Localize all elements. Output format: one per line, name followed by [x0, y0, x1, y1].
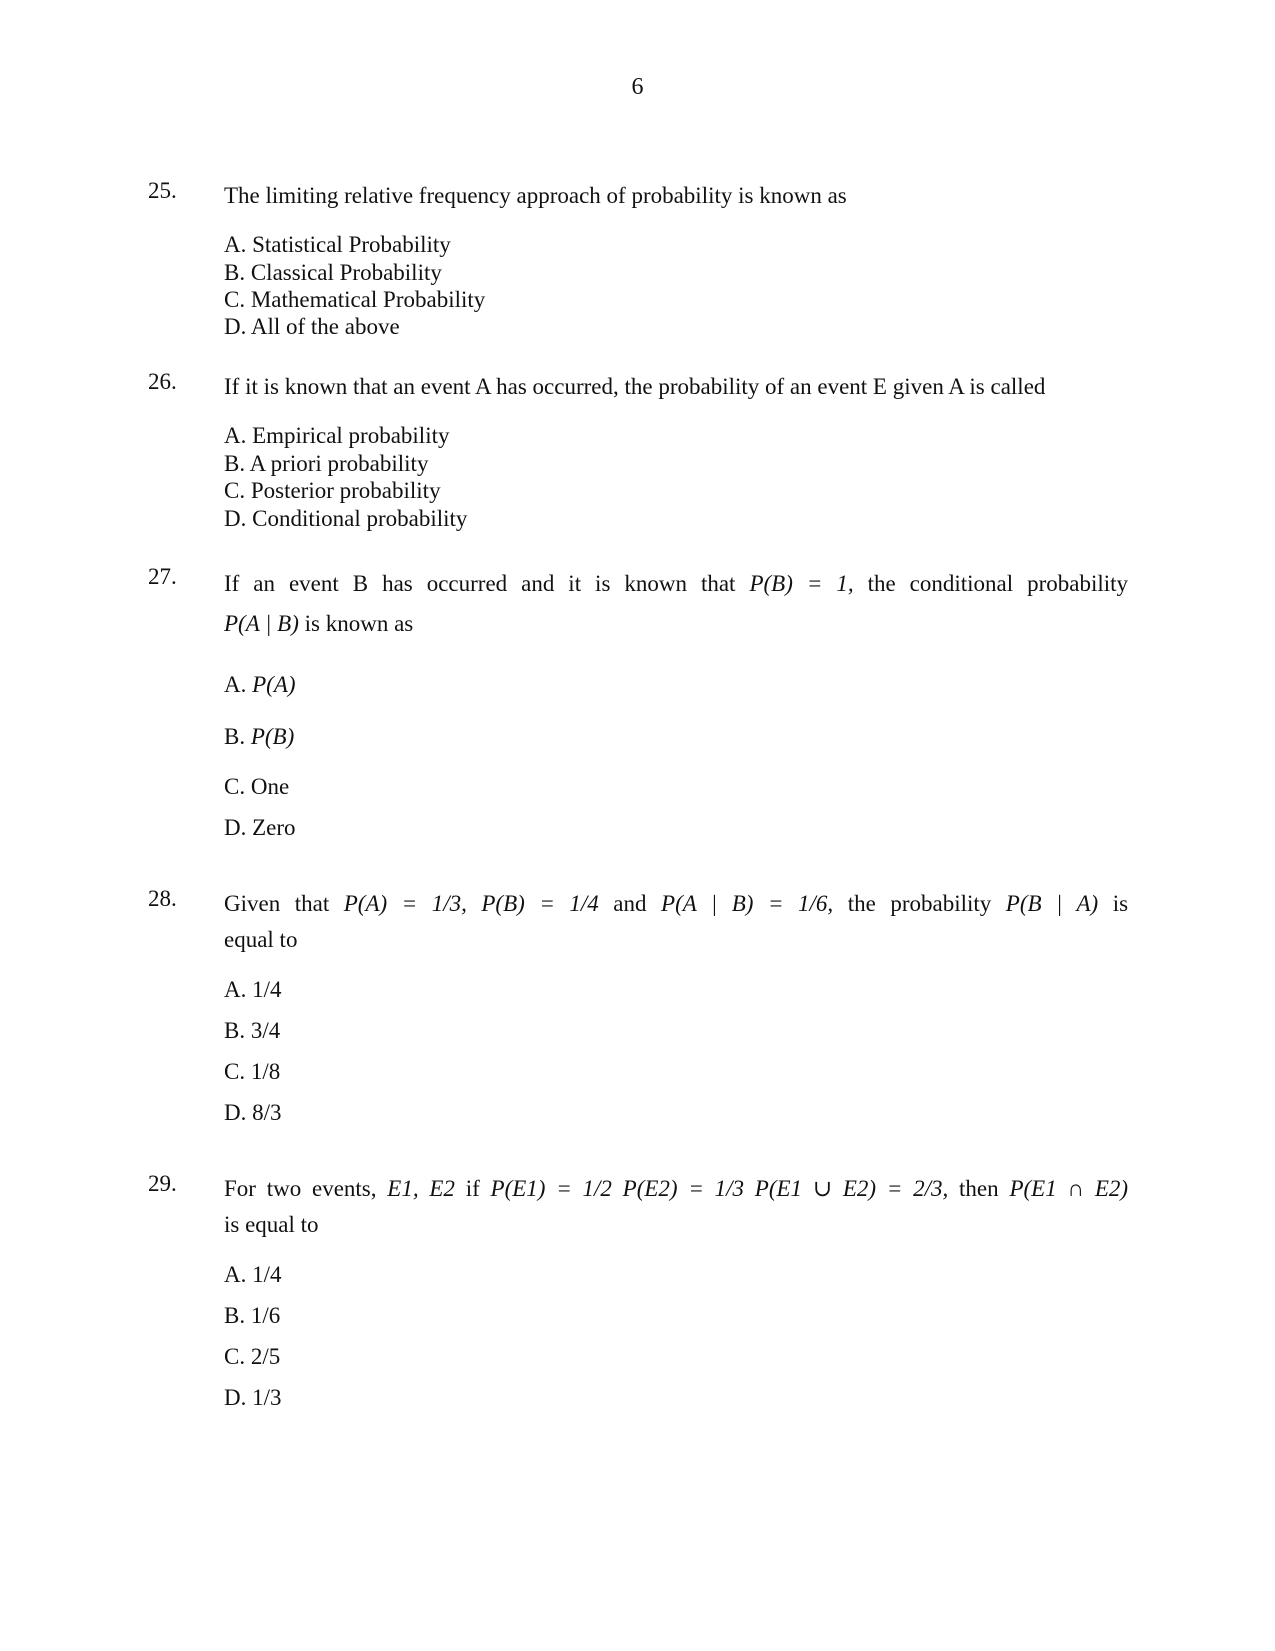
- question-number: 26.: [148, 369, 177, 394]
- question-text: [224, 564, 1128, 644]
- question-text: [224, 1171, 1128, 1243]
- question-line-1: Given that P(A) = 1/3, P(B) = 1/4 and P(A | B) = 1/6, the probability P(B | A) is: [224, 891, 1129, 916]
- option-a: A. 1/4: [224, 1262, 282, 1287]
- option-c: C. 2/5: [224, 1344, 281, 1369]
- math-expression: P(A | B): [224, 611, 299, 636]
- math-expression: P(B | A): [1005, 891, 1099, 916]
- question-number: 25.: [148, 178, 177, 203]
- option-a: A. Empirical probability: [224, 423, 450, 448]
- question-text: [224, 886, 1128, 958]
- option-c: C. Posterior probability: [224, 478, 441, 503]
- question-line-1: If an event B has occurred and it is known that P(B) = 1, the conditional probability: [224, 571, 1129, 596]
- option-c: C. Mathematical Probability: [224, 287, 486, 312]
- option-c: C. 1/8: [224, 1059, 281, 1084]
- option-b: B. 1/6: [224, 1303, 281, 1328]
- question-text: If it is known that an event A has occurred, the probability of an event E given A is called: [224, 374, 1046, 399]
- question-text: The limiting relative frequency approach of probability is known as: [224, 183, 847, 208]
- math-expression: P(A): [252, 672, 296, 697]
- option-b: B. P(B): [224, 724, 295, 749]
- option-a: A. 1/4: [224, 977, 282, 1002]
- option-b: B. A priori probability: [224, 451, 429, 476]
- math-expression: E1, E2: [387, 1176, 455, 1201]
- math-expression: P(E1) = 1/2 P(E2) = 1/3 P(E1 ∪ E2) = 2/3,: [490, 1176, 949, 1201]
- math-expression: P(A) = 1/3, P(B) = 1/4: [343, 891, 599, 916]
- option-c: C. One: [224, 774, 290, 799]
- question-line-2: P(A | B) is known as: [224, 611, 414, 636]
- question-number: 28.: [148, 886, 177, 911]
- option-d: D. All of the above: [224, 314, 400, 339]
- option-d: D. Conditional probability: [224, 506, 468, 531]
- question-number: 29.: [148, 1171, 177, 1196]
- question-number: 27.: [148, 564, 177, 589]
- option-d: D. 1/3: [224, 1385, 282, 1410]
- question-line-1: For two events, E1, E2 if P(E1) = 1/2 P(E2) = 1/3 P(E1 ∪ E2) = 2/3, then P(E1 ∩ E2): [224, 1176, 1129, 1201]
- math-expression: P(E1 ∩ E2): [1009, 1176, 1129, 1201]
- option-d: D. Zero: [224, 815, 296, 840]
- option-a: A. Statistical Probability: [224, 232, 451, 257]
- math-expression: P(B): [250, 724, 295, 749]
- question-line-2: equal to: [224, 927, 298, 952]
- option-b: B. 3/4: [224, 1018, 281, 1043]
- math-expression: P(B) = 1,: [749, 571, 854, 596]
- option-d: D. 8/3: [224, 1100, 282, 1125]
- option-b: B. Classical Probability: [224, 260, 442, 285]
- math-expression: P(A | B) = 1/6,: [661, 891, 834, 916]
- page-number: 6: [631, 74, 644, 100]
- option-a: A. P(A): [224, 672, 296, 697]
- question-line-2: is equal to: [224, 1212, 319, 1237]
